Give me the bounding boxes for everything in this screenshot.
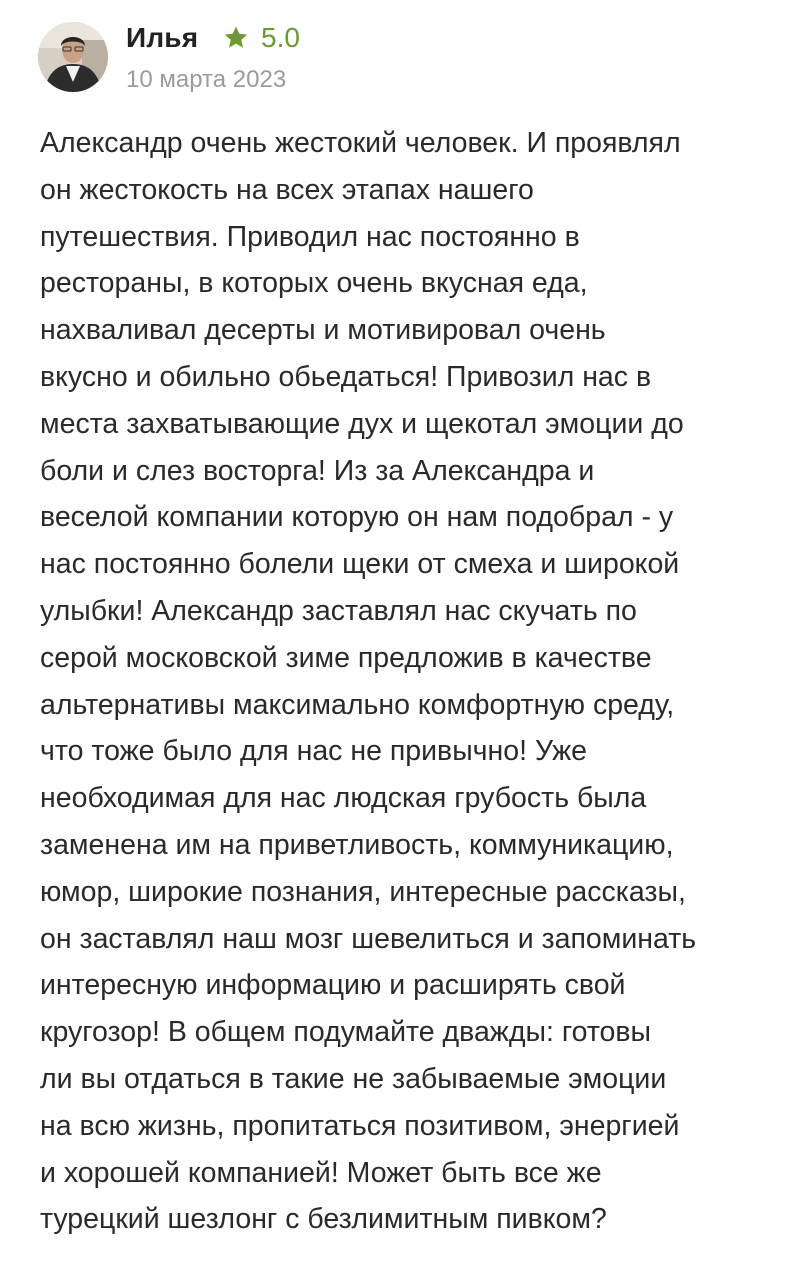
review-text-line: альтернативы максимально комфортную среду, [40,688,675,721]
review-text-line: что тоже было для нас не привычно! Уже [40,735,588,768]
review-text-line: улыбки! Александр заставлял нас скучать по [40,594,637,627]
review-text-line: вкусно и обильно обьедаться! Привозил нас в [40,360,652,393]
review-text-line: заменена им на приветливость, коммуникацию, [40,828,674,861]
review-author-name: Илья [126,22,199,53]
review-text-line: боли и слез восторга! Из за Александра и [40,454,595,487]
review-text-line: он заставлял наш мозг шевелиться и запоминать [40,922,697,955]
review-text [40,120,776,1243]
review-text-line: нахваливал десерты и мотивировал очень [40,314,606,347]
review-text-line: он жестокость на всех этапах нашего [40,173,534,206]
user-avatar-icon [38,22,108,92]
review-text-line: и хорошей компанией! Может быть все же [40,1156,602,1189]
review-text-line: интересную информацию и расширять свой [40,969,626,1002]
review-text-line: путешествия. Приводил нас постоянно в [40,220,580,253]
review-text-line: нас постоянно болели щеки от смеха и широкой [40,548,680,581]
review-text-line: серой московской зиме предложив в качестве [40,641,652,674]
review-text-line: юмор, широкие познания, интересные рассказы, [40,875,686,908]
star-icon [221,24,251,52]
review-text-line: на всю жизнь, пропитаться позитивом, энергией [40,1109,680,1142]
review-text-line: кругозор! В общем подумайте дважды: готовы [40,1016,652,1049]
review-text-line: места захватывающие дух и щекотал эмоции до [40,407,684,440]
review-text-line: турецкий шезлонг с безлимитным пивком? [40,1203,607,1236]
review-text-line: Александр очень жестокий человек. И проявлял [40,127,681,159]
review-text-line: необходимая для нас людская грубость была [40,782,647,815]
review-date: 10 марта 2023 [126,66,287,93]
avatar[interactable] [38,22,108,92]
review-rating: 5.0 [261,22,300,53]
review-text-line: веселой компании которую он нам подобрал - у [40,501,674,534]
review-text-line: ли вы отдаться в такие не забываемые эмоции [40,1062,667,1095]
review-text-line: рестораны, в которых очень вкусная еда, [40,267,588,300]
